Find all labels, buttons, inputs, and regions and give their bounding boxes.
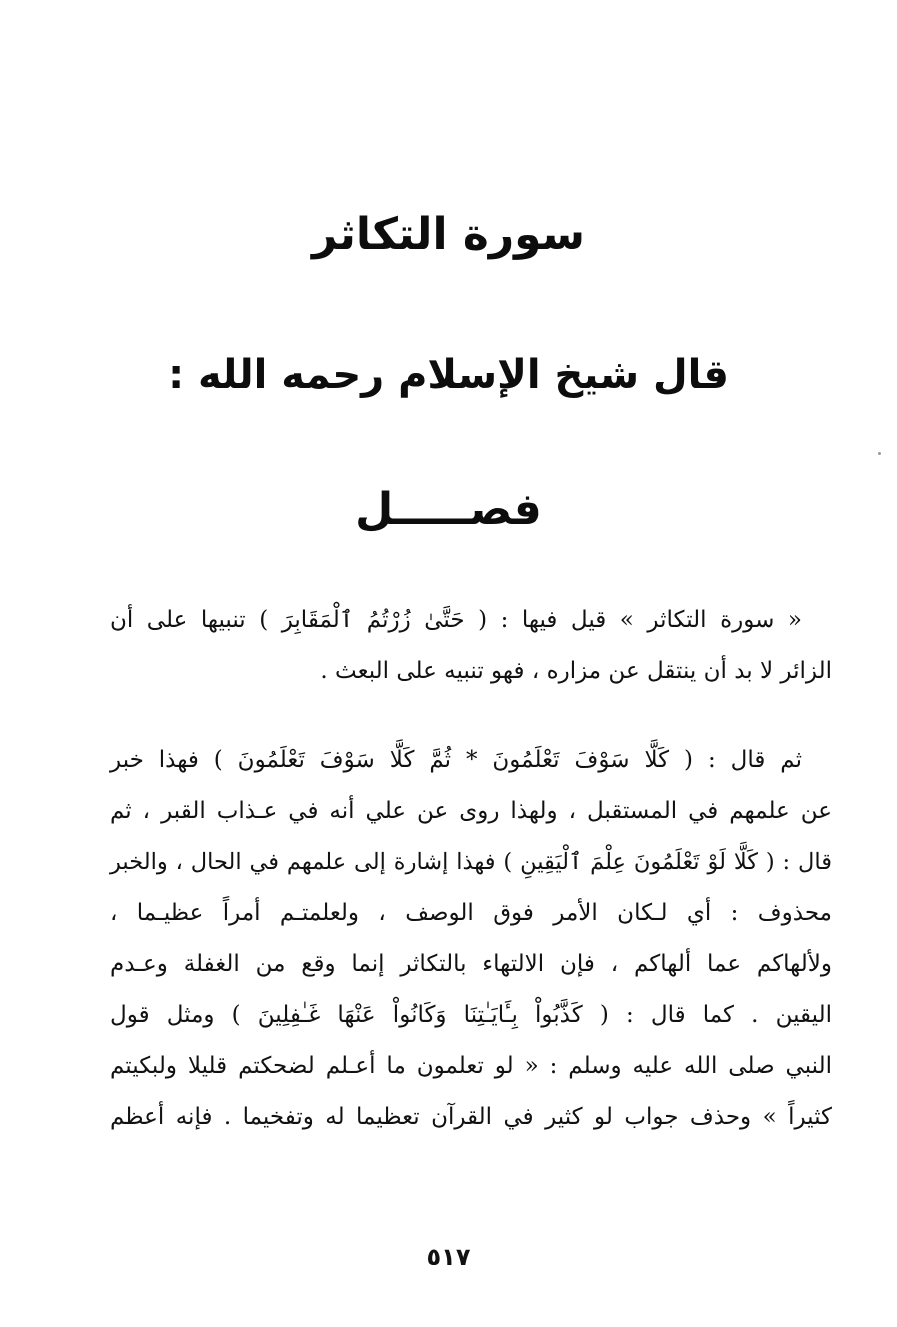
surah-title: سورة التكاثر bbox=[311, 209, 586, 260]
scan-speck bbox=[878, 452, 881, 455]
text-line: محذوف : أي لـكان الأمر فوق الوصف ، ولعلمتـم أمراً عظيـما ، bbox=[110, 900, 832, 926]
text-line: قال : ( كَلَّا لَوْ تَعْلَمُونَ عِلْمَ ٱلْيَقِينِ ) فهذا إشارة إلى علمهم في الحال ، والخبر bbox=[110, 849, 832, 875]
text-line: الزائر لا بد أن ينتقل عن مزاره ، فهو تنبيه على البعث . bbox=[320, 658, 832, 684]
speaker-line: قال شيخ الإسلام رحمه الله : bbox=[168, 352, 729, 398]
section-heading: فصـــــل bbox=[355, 484, 542, 535]
paragraph-2 bbox=[110, 735, 832, 1143]
text-line: ولألهاكم عما ألهاكم ، فإن الالتهاء بالتكاثر إنما وقع من الغفلة وعـدم bbox=[110, 951, 832, 977]
text-line: عن علمهم في المستقبل ، ولهذا روى عن علي أنه في عـذاب القبر ، ثم bbox=[110, 798, 832, 824]
paragraph-1 bbox=[110, 595, 832, 697]
text-line: اليقين . كما قال : ( كَذَّبُواْ بِـَٔايَـٰتِنَا وَكَانُواْ عَنْهَا غَـٰفِلِينَ ) ومثل قول bbox=[110, 1002, 832, 1028]
page-number: ٥١٧ bbox=[426, 1243, 471, 1271]
text-line: كثيراً » وحذف جواب لو كثير في القرآن تعظيما له وتفخيما . فإنه أعظم bbox=[110, 1104, 832, 1130]
text-line: النبي صلى الله عليه وسلم : « لو تعلمون ما أعـلم لضحكتم قليلا ولبكيتم bbox=[110, 1053, 832, 1079]
text-line: « سورة التكاثر » قيل فيها : ( حَتَّىٰ زُرْتُمُ ٱلْمَقَابِرَ ) تنبيها على أن bbox=[110, 607, 802, 633]
text-line: ثم قال : ( كَلَّا سَوْفَ تَعْلَمُونَ * ثُمَّ كَلَّا سَوْفَ تَعْلَمُونَ ) فهذا خبر bbox=[110, 747, 802, 773]
